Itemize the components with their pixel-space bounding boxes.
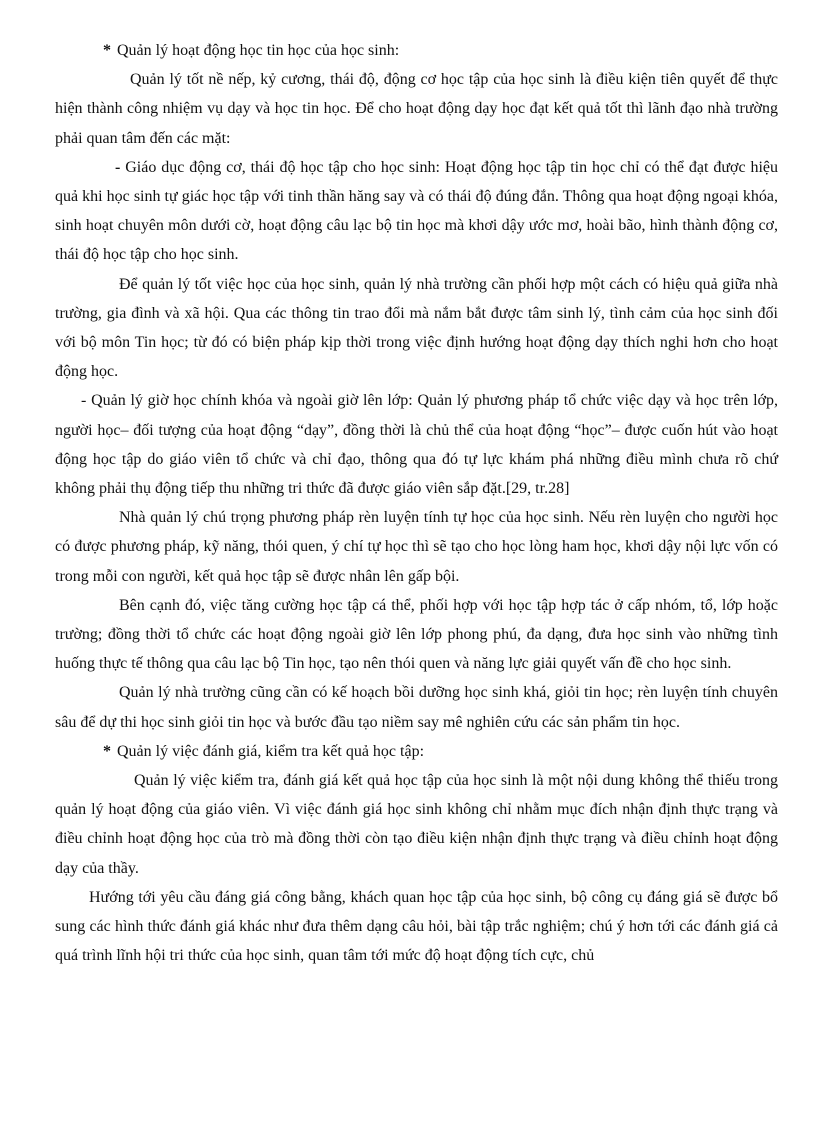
paragraph-gifted-students: Quản lý nhà trường cũng cần có kế hoạch bồi dưỡng học sinh khá, giỏi tin học; rèn luyện tính chuyên sâu để dự thi học sinh giỏi tin học và bước đầu tạo niềm say mê nghiên cứu các sản phẩm tin học.	[55, 684, 778, 731]
heading-bullet: *	[103, 742, 111, 760]
paragraph-discipline: Quản lý tốt nề nếp, kỷ cương, thái độ, động cơ học tập của học sinh là điều kiện tiên quyết để thực hiện thành công nhiệm vụ dạy và học tin học. Để cho hoạt động dạy học đạt kết quả tốt thì lãnh đạo nhà trường phải quan tâm đến các mặt:	[55, 71, 778, 147]
paragraph-motivation	[55, 153, 778, 270]
section-heading-assessment	[103, 737, 778, 766]
paragraph-cooperation: Bên cạnh đó, việc tăng cường học tập cá thể, phối hợp với học tập hợp tác ở cấp nhóm, tổ, lớp hoặc trường; đồng thời tổ chức các hoạt động ngoài giờ lên lớp phong phú, đa dạng, đưa học sinh vào những tình huống thực tế thông qua câu lạc bộ Tin học, tạo nên thói quen và năng lực giải quyết vấn đề cho học sinh.	[55, 596, 778, 673]
section-heading-learning-management	[103, 36, 778, 65]
document-page	[55, 36, 778, 971]
paragraph-self-study: Nhà quản lý chú trọng phương pháp rèn luyện tính tự học của học sinh. Nếu rèn luyện cho người học có được phương pháp, kỹ năng, thói quen, ý chí tự học thì sẽ tạo cho học lòng ham học, khơi dậy nội lực vốn có trong mỗi con người, kết quả học tập sẽ được nhân lên gấp bội.	[55, 509, 778, 585]
paragraph-fair-evaluation: Hướng tới yêu cầu đáng giá công bằng, khách quan học tập của học sinh, bộ công cụ đáng giá sẽ được bổ sung các hình thức đánh giá khác như đưa thêm dạng câu hỏi, bài tập trắc nghiệm; chú ý hơn tới các đánh giá cả quá trình lĩnh hội tri thức của học sinh, quan tâm tới mức độ hoạt động tích cực, chủ	[55, 888, 778, 965]
paragraph-class-hours: - Quản lý giờ học chính khóa và ngoài giờ lên lớp: Quản lý phương pháp tổ chức việc dạy và học trên lớp, người học– đối tượng của hoạt động “dạy”, đồng thời là chủ thể của hoạt động “học”– được cuốn hút vào hoạt động học tập do giáo viên tổ chức và chỉ đạo, thông qua đó tự lực khám phá những điều mình chưa rõ chứ không phải thụ động tiếp thu những tri thức đã được giáo viên sắp đặt.[29, tr.28]	[55, 392, 778, 498]
heading-text: Quản lý việc đánh giá, kiểm tra kết quả học tập:	[117, 742, 425, 760]
dash-bullet: -	[115, 158, 121, 176]
paragraph-coordination: Để quản lý tốt việc học của học sinh, quản lý nhà trường cần phối hợp một cách có hiệu quả giữa nhà trường, gia đình và xã hội. Qua các thông tin trao đổi mà nắm bắt được tâm sinh lý, tình cảm của học sinh đối với bộ môn Tin học; từ đó có biện pháp kịp thời trong việc định hướng hoạt động dạy thích nghi hơn cho hoạt động học.	[55, 275, 778, 381]
heading-text: Quản lý hoạt động học tin học của học sinh:	[117, 42, 400, 59]
paragraph-assessment: Quản lý việc kiểm tra, đánh giá kết quả học tập của học sinh là một nội dung không thể thiếu trong quản lý hoạt động của giáo viên. Vì việc đánh giá học sinh không chỉ nhằm mục đích nhận định thực trạng và điều chỉnh hoạt động học của trò mà đồng thời còn tạo điều kiện nhận định thực trạng và điều chỉnh hoạt động dạy của thầy.	[55, 772, 778, 877]
heading-bullet: *	[103, 42, 111, 59]
paragraph-motivation-text: Giáo dục động cơ, thái độ học tập cho học sinh: Hoạt động học tập tin học chỉ có thể đạt được hiệu quả khi học sinh tự giác học tập với tinh thần hăng say và có thái độ đúng đắn. Thông qua hoạt động ngoại khóa, sinh hoạt chuyên môn dưới cờ, hoạt động câu lạc bộ tin học mà khơi dậy ước mơ, hoài bão, hình thành động cơ, thái độ học tập cho học sinh.	[55, 158, 778, 264]
